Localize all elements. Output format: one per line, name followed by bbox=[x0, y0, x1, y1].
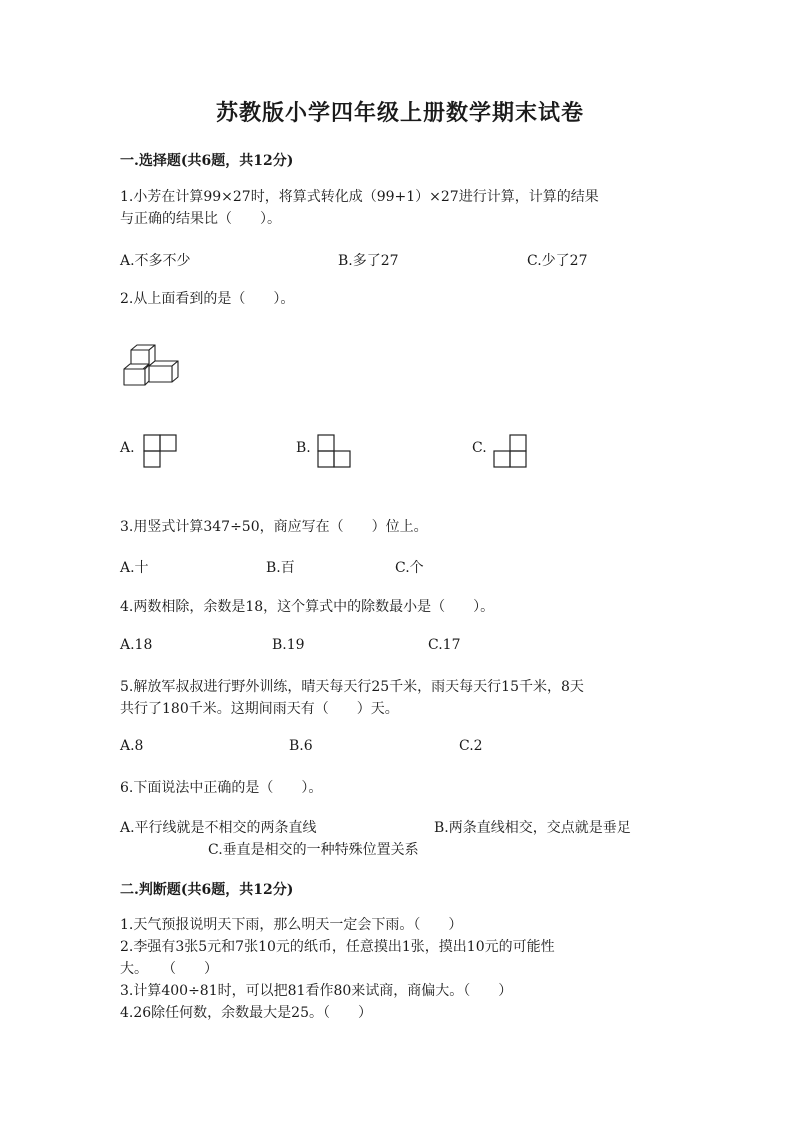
section-heading-judgment: 二.判断题(共6题，共12分) bbox=[120, 882, 294, 898]
question-4-option-c[interactable]: C.17 bbox=[428, 637, 461, 653]
question-4-line-1: 4.两数相除，余数是18，这个算式中的除数最小是（ ）。 bbox=[120, 599, 495, 615]
question-2-option-a[interactable]: A. bbox=[120, 440, 135, 456]
question-2-option-b[interactable]: B. bbox=[296, 440, 311, 456]
question-6-line-1: 6.下面说法中正确的是（ ）。 bbox=[120, 780, 323, 796]
question-1-option-a[interactable]: A.不多不少 bbox=[120, 253, 191, 269]
section-heading-choice: 一.选择题(共6题，共12分) bbox=[120, 153, 294, 169]
question-5-option-c[interactable]: C.2 bbox=[459, 738, 483, 754]
question-4-option-a[interactable]: A.18 bbox=[120, 637, 153, 653]
question-5-option-b[interactable]: B.6 bbox=[289, 738, 313, 754]
question-1-option-c[interactable]: C.少了27 bbox=[527, 253, 588, 269]
judgment-item-2-line-1: 2.李强有3张5元和7张10元的纸币，任意摸出1张，摸出10元的可能性 bbox=[120, 939, 555, 955]
judgment-item-2-line-2: 大。 （ ） bbox=[120, 961, 218, 977]
question-4-option-b[interactable]: B.19 bbox=[272, 637, 305, 653]
question-1-line-2: 与正确的结果比（ ）。 bbox=[120, 211, 281, 227]
judgment-item-4: 4.26除任何数，余数最大是25。（ ） bbox=[120, 1005, 372, 1021]
question-5-line-1: 5.解放军叔叔进行野外训练，晴天每天行25千米，雨天每天行15千米，8天 bbox=[120, 679, 584, 695]
cube-stack-icon bbox=[122, 343, 180, 387]
question-3-line-1: 3.用竖式计算347÷50，商应写在（ ）位上。 bbox=[120, 519, 428, 535]
question-3-option-c[interactable]: C.个 bbox=[395, 560, 424, 576]
page-title: 苏教版小学四年级上册数学期末试卷 bbox=[215, 100, 584, 126]
question-1-line-1: 1.小芳在计算99×27时，将算式转化成（99+1）×27进行计算，计算的结果 bbox=[120, 189, 599, 205]
question-3-option-a[interactable]: A.十 bbox=[120, 560, 149, 576]
question-6-option-b[interactable]: B.两条直线相交，交点就是垂足 bbox=[434, 820, 631, 836]
question-2-option-c[interactable]: C. bbox=[472, 440, 487, 456]
judgment-item-1: 1.天气预报说明天下雨，那么明天一定会下雨。（ ） bbox=[120, 917, 463, 933]
view-option-c-icon bbox=[493, 434, 529, 470]
question-3-option-b[interactable]: B.百 bbox=[266, 560, 295, 576]
question-6-option-c[interactable]: C.垂直是相交的一种特殊位置关系 bbox=[208, 842, 419, 858]
question-5-line-2: 共行了180千米。这期间雨天有（ ）天。 bbox=[120, 701, 399, 717]
question-5-option-a[interactable]: A.8 bbox=[120, 738, 144, 754]
judgment-item-3: 3.计算400÷81时，可以把81看作80来试商，商偏大。（ ） bbox=[120, 983, 513, 999]
question-6-option-a[interactable]: A.平行线就是不相交的两条直线 bbox=[120, 820, 317, 836]
view-option-b-icon bbox=[317, 434, 353, 470]
question-2-line-1: 2.从上面看到的是（ ）。 bbox=[120, 291, 295, 307]
question-1-option-b[interactable]: B.多了27 bbox=[338, 253, 399, 269]
view-option-a-icon bbox=[143, 434, 179, 470]
